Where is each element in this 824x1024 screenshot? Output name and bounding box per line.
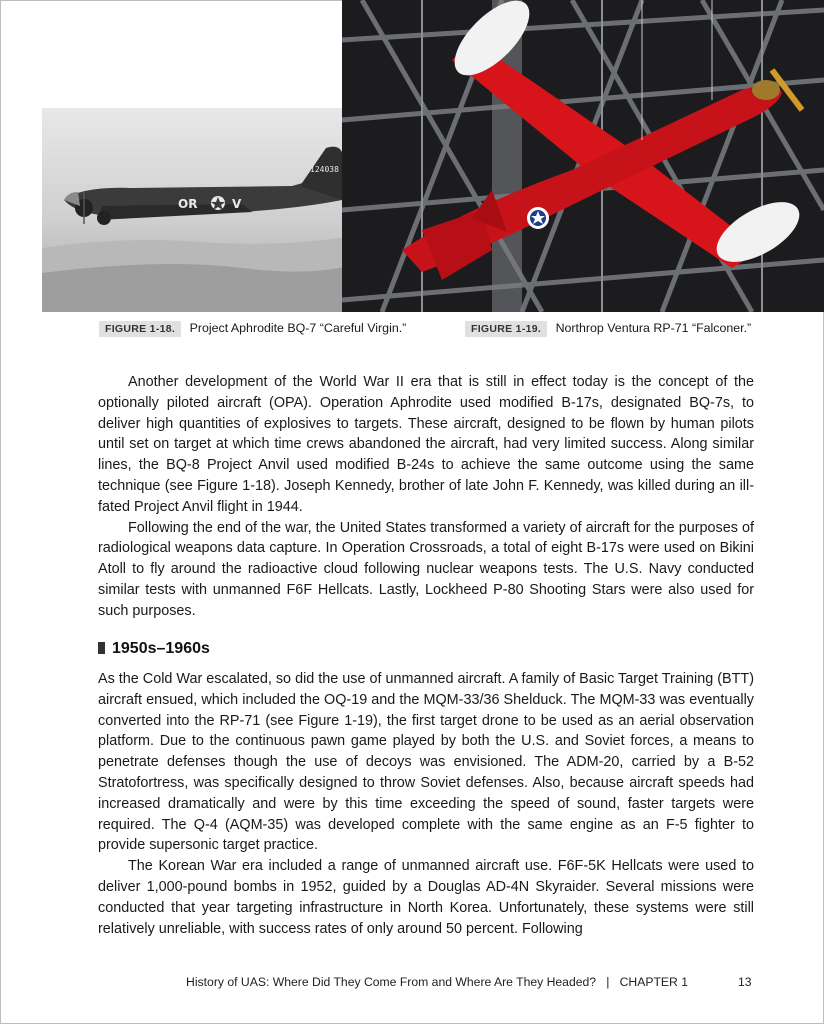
figure-1-19-caption bbox=[465, 321, 751, 337]
section-heading-text: 1950s–1960s bbox=[112, 640, 210, 657]
figure-1-18-caption bbox=[99, 321, 406, 337]
wwii-section-text bbox=[98, 372, 754, 622]
paragraph-korean-war: The Korean War era included a range of unmanned aircraft use. F6F-5K Hellcats were used to deliver 1,000-pound bombs in 1952, guided by a Douglas AD-4N Skyraider. Several missions were conducted that year targeting infrastructure in North Korea. Unfortunately, these systems were still relatively unreliable, with success rates of only around 50 percent. Following bbox=[98, 858, 754, 937]
figure-1-19-text: Northrop Ventura RP-71 “Falconer.” bbox=[555, 321, 752, 335]
running-footer bbox=[186, 975, 688, 989]
cold-war-section-text bbox=[98, 669, 754, 939]
figure-1-18-text: Project Aphrodite BQ-7 “Careful Virgin.” bbox=[189, 321, 407, 335]
figure-1-18-label: FIGURE 1-18. bbox=[99, 321, 181, 337]
fuselage-code-right: V bbox=[232, 197, 242, 211]
chapter-label: CHAPTER 1 bbox=[619, 975, 688, 989]
running-title: History of UAS: Where Did They Come From and Where Are They Headed? bbox=[186, 975, 597, 989]
figure-1-19-label: FIGURE 1-19. bbox=[465, 321, 547, 337]
heading-marker-icon bbox=[98, 642, 105, 654]
footer-separator: | bbox=[606, 975, 610, 989]
fuselage-code-left: OR bbox=[178, 197, 198, 211]
page-number: 13 bbox=[738, 975, 752, 989]
section-heading bbox=[98, 640, 210, 658]
b17-bomber-photo bbox=[42, 108, 368, 312]
paragraph-opa: Another development of the World War II era that is still in effect today is the concept of the optionally piloted aircraft (OPA). Operation Aphrodite used modified B-17s, designated BQ-7s, to deliver high quantities of explosives to targets. These aircraft, designed to be flown by human pilots until set on target at which time crews abandoned the aircraft, had very limited success. Along similar lines, the BQ-8 Project Anvil used modified B-24s to achieve the same outcome using the same technique (see Figure 1-18). Joseph Kennedy, brother of late John F. Kennedy, was killed during an ill-fated Project Anvil flight in 1944. bbox=[98, 374, 754, 515]
paragraph-cold-war: As the Cold War escalated, so did the use of unmanned aircraft. A family of Basic Target Training (BTT) aircraft ensued, which included the OQ-19 and the MQM-33/36 Shelduck. The MQM-33 was eventually converted into the RP-71 (see Figure 1-19), the first target drone to be used as an aerial observation platform. Due to the continuous pawn game played by both the U.S. and Soviet forces, a means to penetrate defenses though the use of decoys was envisioned. The ADM-20, carried by a B-52 Stratofortress, was specifically designed to throw Soviet defenses. Also, because aircraft speeds had increased dramatically and were by this time exceeding the speed of sound, faster targets were required. The Q-4 (AQM-35) was developed complete with the same engine as an F-5 fighter to provide supersonic target practice. bbox=[98, 671, 754, 854]
tail-number: 124038 bbox=[310, 165, 339, 174]
paragraph-crossroads: Following the end of the war, the United States transformed a variety of aircraft for the purposes of radiological weapons data capture. In Operation Crossroads, a total of eight B-17s were used on Bikini Atoll to fly around the radioactive cloud following nuclear weapons tests. The U.S. Navy conducted similar tests with unmanned F6F Hellcats. Lastly, Lockheed P-80 Shooting Stars were also used for such purposes. bbox=[98, 519, 754, 619]
red-drone-photo bbox=[342, 0, 824, 312]
